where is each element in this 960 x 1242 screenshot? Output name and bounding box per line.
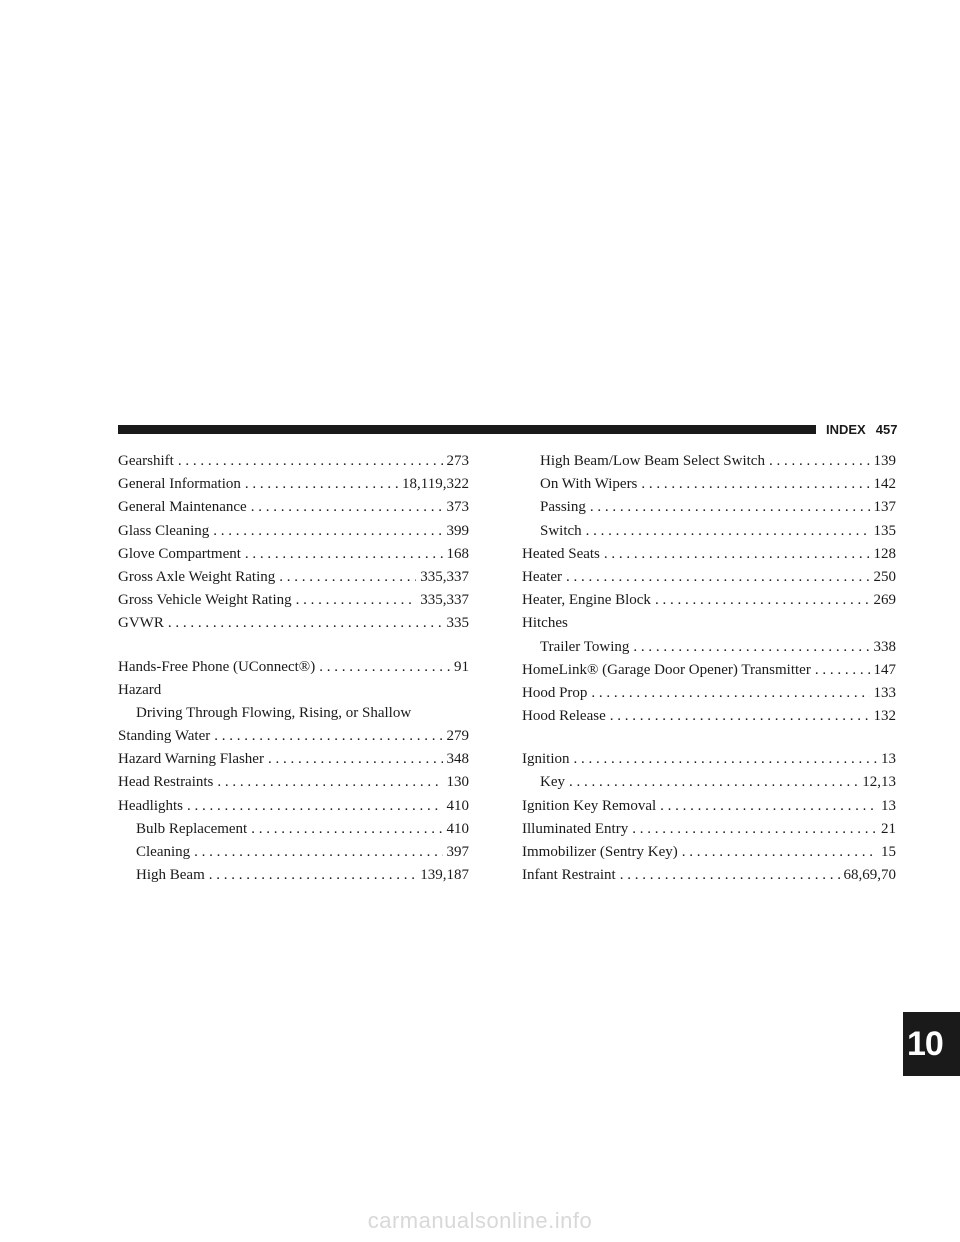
index-entry: GVWR . . . 335 <box>118 612 469 635</box>
index-subentry: Key . . . 12,13 <box>522 771 896 794</box>
header-rule <box>118 425 816 434</box>
index-subentry: On With Wipers . . . 142 <box>522 473 896 496</box>
index-entry: Gross Vehicle Weight Rating . . . 335,337 <box>118 589 469 612</box>
index-entry: Hands-Free Phone (UConnect®) . . . 91 <box>118 656 469 679</box>
index-entry: Heated Seats . . . 128 <box>522 543 896 566</box>
index-entry: Heater . . . 250 <box>522 566 896 589</box>
index-entry: Head Restraints . . . 130 <box>118 771 469 794</box>
index-subentry: Switch . . . 135 <box>522 520 896 543</box>
page-number: 457 <box>875 422 898 437</box>
section-title: INDEX <box>826 422 866 437</box>
index-entry: Hood Prop . . . 133 <box>522 682 896 705</box>
index-entry: Hazard Warning Flasher . . . 348 <box>118 748 469 771</box>
index-subentry: Bulb Replacement . . . 410 <box>118 818 469 841</box>
index-entry: Ignition Key Removal . . . 13 <box>522 795 896 818</box>
index-subentry: Trailer Towing . . . 338 <box>522 636 896 659</box>
index-entry: Ignition . . . 13 <box>522 748 896 771</box>
site-watermark: carmanualsonline.info <box>367 1208 593 1233</box>
chapter-tab: 10 <box>903 1012 960 1076</box>
index-entry: Glass Cleaning . . . 399 <box>118 520 469 543</box>
index-entry: HomeLink® (Garage Door Opener) Transmitter . . . 147 <box>522 659 896 682</box>
index-entry: Headlights . . . 410 <box>118 795 469 818</box>
index-subentry: Passing . . . 137 <box>522 496 896 519</box>
index-entry: Heater, Engine Block . . . 269 <box>522 589 896 612</box>
index-column-left <box>118 450 469 887</box>
running-header <box>826 421 897 438</box>
index-entry: Infant Restraint . . . 68,69,70 <box>522 864 896 887</box>
index-subentry: Cleaning . . . 397 <box>118 841 469 864</box>
index-subheading: Driving Through Flowing, Rising, or Shallow <box>136 704 412 721</box>
index-entry: General Information . . . 18,119,322 <box>118 473 469 496</box>
index-entry: General Maintenance . . . 373 <box>118 496 469 519</box>
index-entry: Gearshift . . . 273 <box>118 450 469 473</box>
index-entry: Hood Release . . . 132 <box>522 705 896 728</box>
index-entry: Gross Axle Weight Rating . . . 335,337 <box>118 566 469 589</box>
index-subentry: High Beam/Low Beam Select Switch . . . 139 <box>522 450 896 473</box>
index-subentry: High Beam . . . 139,187 <box>118 864 469 887</box>
index-entry: Glove Compartment . . . 168 <box>118 543 469 566</box>
index-entry: Illuminated Entry . . . 21 <box>522 818 896 841</box>
index-column-right <box>522 450 896 887</box>
index-heading: Hazard <box>118 681 162 698</box>
index-heading: Hitches <box>522 615 568 632</box>
index-entry: Immobilizer (Sentry Key) . . . 15 <box>522 841 896 864</box>
index-entry: Standing Water . . . 279 <box>118 725 469 748</box>
